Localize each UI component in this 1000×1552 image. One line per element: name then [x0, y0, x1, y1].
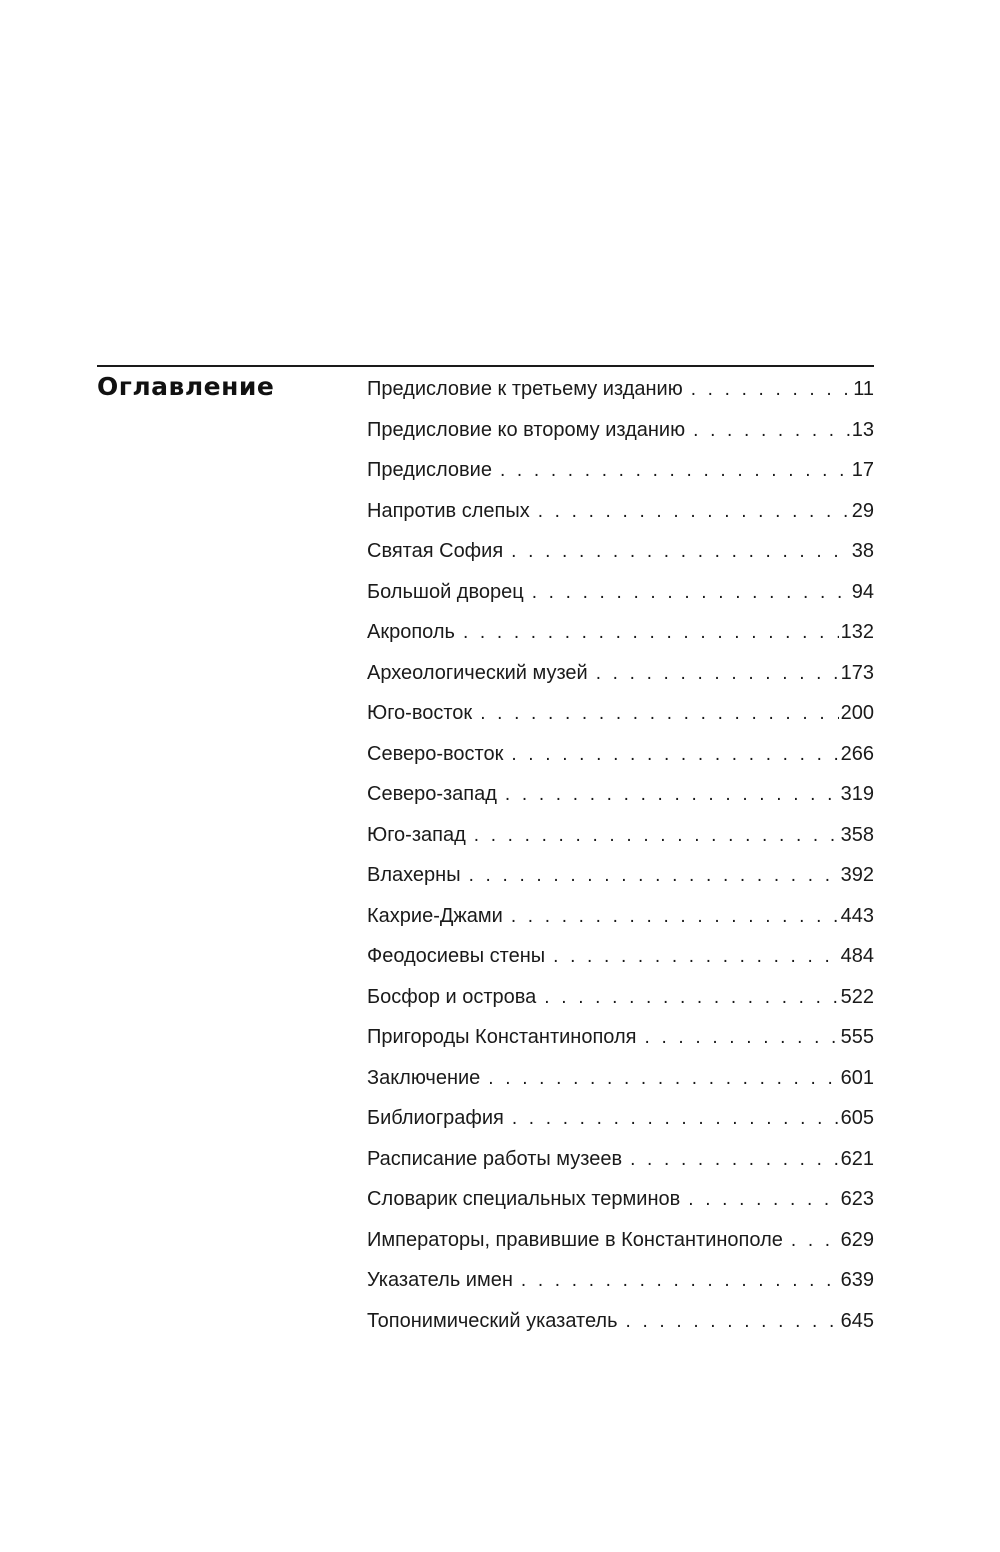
toc-entry-page-number: 29	[851, 499, 874, 522]
toc-dot-leader	[693, 415, 850, 447]
page-title: Оглавление	[97, 372, 275, 401]
toc-entry-page-number: 319	[840, 783, 874, 805]
toc-entry	[367, 859, 874, 900]
toc-dot-leader	[596, 658, 839, 690]
heading-rule	[97, 365, 874, 367]
toc-entry-page-number: 173	[840, 661, 874, 684]
toc-entry-page-number: 629	[840, 1228, 874, 1251]
toc-entry-title: Босфор и острова	[367, 985, 537, 1008]
toc-entry	[367, 697, 874, 738]
toc-entry-title: Археологический музей	[367, 661, 588, 684]
toc-entry-title: Напротив слепых	[367, 499, 530, 522]
toc-entry-page-number: 605	[840, 1107, 874, 1129]
toc-entry	[367, 1183, 874, 1224]
toc-entry-page-number: 200	[840, 702, 874, 724]
toc-entry-title: Заключение	[367, 1066, 481, 1089]
toc-entry-page-number: 11	[853, 378, 874, 400]
toc-entry-title: Пригороды Константинополя	[367, 1026, 637, 1048]
toc-entry	[367, 1224, 874, 1265]
toc-entry-page-number: 443	[840, 904, 874, 927]
toc-dot-leader	[544, 982, 838, 1014]
toc-entry	[367, 373, 874, 414]
toc-entry	[367, 940, 874, 981]
toc-entry	[367, 1264, 874, 1305]
toc-entry	[367, 535, 874, 576]
toc-entry-title: Топонимический указатель	[367, 1309, 618, 1332]
toc-entry-page-number: 555	[840, 1026, 874, 1048]
toc-entry-title: Юго-восток	[367, 702, 473, 724]
toc-entry	[367, 414, 874, 455]
toc-dot-leader	[474, 820, 839, 852]
toc-entry-page-number: 484	[840, 945, 874, 967]
toc-entry-title: Императоры, правившие в Константинополе	[367, 1228, 783, 1251]
toc-entry-page-number: 621	[840, 1147, 874, 1170]
toc-entry-title: Предисловие к третьему изданию	[367, 378, 683, 400]
toc-entry-page-number: 266	[840, 742, 874, 765]
toc-entry	[367, 657, 874, 698]
toc-entry-page-number: 623	[840, 1188, 874, 1210]
toc-dot-leader	[488, 1063, 838, 1095]
toc-dot-leader	[691, 374, 852, 406]
toc-entry-page-number: 639	[840, 1269, 874, 1291]
toc-entry	[367, 819, 874, 860]
table-of-contents	[367, 373, 874, 1345]
toc-entry-title: Акрополь	[367, 621, 455, 643]
toc-entry	[367, 981, 874, 1022]
toc-dot-leader	[521, 1265, 839, 1297]
toc-entry	[367, 738, 874, 779]
toc-entry-title: Северо-запад	[367, 783, 497, 805]
toc-dot-leader	[532, 577, 850, 609]
toc-dot-leader	[512, 1103, 839, 1135]
toc-entry-title: Словарик специальных терминов	[367, 1188, 681, 1210]
toc-entry-title: Большой дворец	[367, 580, 524, 603]
toc-dot-leader	[626, 1306, 839, 1338]
toc-entry-page-number: 132	[840, 621, 874, 643]
toc-entry-title: Кахрие-Джами	[367, 904, 503, 927]
toc-entry	[367, 1102, 874, 1143]
toc-entry-title: Предисловие ко второму изданию	[367, 418, 686, 441]
toc-dot-leader	[511, 901, 839, 933]
toc-entry	[367, 616, 874, 657]
toc-dot-leader	[791, 1225, 839, 1257]
toc-entry	[367, 454, 874, 495]
toc-entry-page-number: 601	[840, 1066, 874, 1089]
toc-entry	[367, 1143, 874, 1184]
toc-dot-leader	[500, 455, 850, 487]
toc-entry-title: Расписание работы музеев	[367, 1147, 623, 1170]
toc-entry-title: Предисловие	[367, 459, 492, 481]
toc-entry-page-number: 94	[851, 580, 874, 603]
toc-dot-leader	[463, 617, 839, 649]
toc-dot-leader	[511, 739, 838, 771]
toc-entry-page-number: 645	[840, 1309, 874, 1332]
toc-entry-title: Юго-запад	[367, 823, 466, 846]
toc-entry-page-number: 13	[851, 418, 874, 441]
toc-entry	[367, 495, 874, 536]
toc-entry-title: Феодосиевы стены	[367, 945, 546, 967]
toc-dot-leader	[505, 779, 839, 811]
toc-entry-title: Библиография	[367, 1107, 504, 1129]
toc-entry	[367, 576, 874, 617]
toc-entry-page-number: 17	[851, 459, 874, 481]
toc-entry-page-number: 522	[840, 985, 874, 1008]
toc-entry-title: Указатель имен	[367, 1269, 513, 1291]
toc-entry	[367, 1305, 874, 1346]
toc-entry	[367, 778, 874, 819]
toc-dot-leader	[645, 1022, 839, 1054]
toc-entry-page-number: 392	[840, 864, 874, 886]
toc-dot-leader	[469, 860, 839, 892]
toc-dot-leader	[480, 698, 838, 730]
toc-entry-title: Северо-восток	[367, 742, 504, 765]
toc-entry	[367, 900, 874, 941]
toc-dot-leader	[553, 941, 838, 973]
toc-dot-leader	[538, 496, 850, 528]
toc-entry-page-number: 38	[851, 540, 874, 562]
toc-entry-title: Влахерны	[367, 864, 461, 886]
toc-entry-title: Святая София	[367, 540, 504, 562]
toc-entry	[367, 1062, 874, 1103]
toc-entry-page-number: 358	[840, 823, 874, 846]
toc-dot-leader	[630, 1144, 839, 1176]
toc-dot-leader	[511, 536, 850, 568]
toc-dot-leader	[688, 1184, 838, 1216]
toc-entry	[367, 1021, 874, 1062]
